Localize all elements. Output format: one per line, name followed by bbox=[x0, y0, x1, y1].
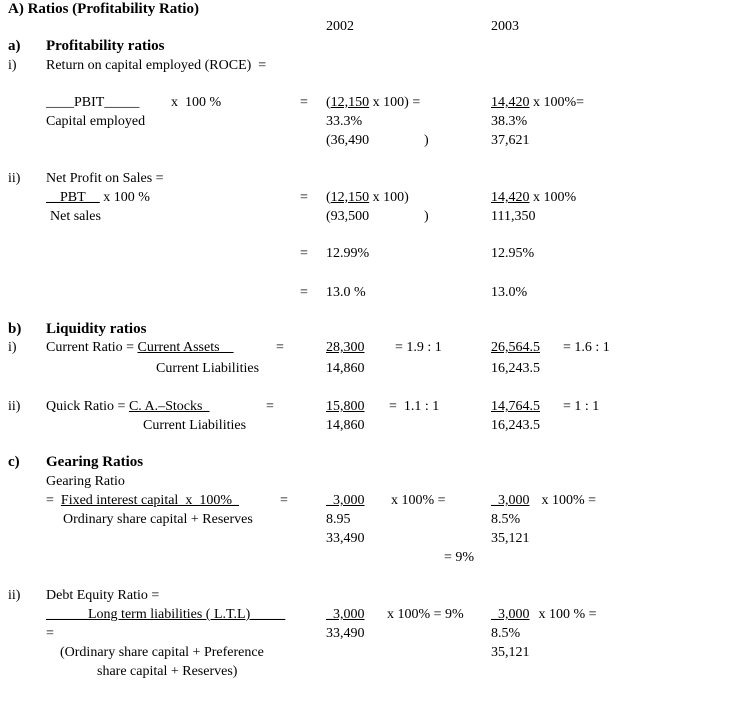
calc-2002-line2: 8.95 bbox=[326, 512, 351, 527]
section-heading: Liquidity ratios bbox=[46, 321, 147, 337]
numerator-text: __PBT__ bbox=[46, 190, 100, 205]
calc-2003-denominator: 16,243.5 bbox=[491, 418, 540, 433]
year-header-2003: 2003 bbox=[491, 19, 519, 34]
calc-2003-line2: 8.5% bbox=[491, 512, 521, 527]
equals-sign: = bbox=[266, 399, 274, 414]
calc-2003-denominator: 37,621 bbox=[491, 133, 530, 148]
result-2002: 12.99% bbox=[326, 246, 370, 261]
multiplier-2002: x 100% = bbox=[391, 493, 446, 508]
numerator-value: 14,420 bbox=[491, 190, 530, 205]
paren-close: ) bbox=[424, 133, 429, 148]
section-heading: Gearing Ratios bbox=[46, 454, 144, 470]
calc-2002-denominator: (36,490 bbox=[326, 133, 370, 148]
calc-2002-numerator: _3,000 bbox=[326, 493, 365, 508]
numerator-value: 12,150 bbox=[330, 190, 370, 205]
item-marker: i) bbox=[8, 340, 17, 355]
multiplier: x 100 % bbox=[99, 190, 150, 205]
calc-2002-line3: 33,490 bbox=[326, 531, 365, 546]
calc-2003-numerator: 26,564.5 bbox=[491, 340, 540, 355]
formula-denominator-line2: share capital + Reserves) bbox=[97, 664, 238, 679]
calc-2002-result: 33.3% bbox=[326, 114, 363, 129]
equals-prefix: = bbox=[46, 493, 61, 508]
item-marker: i) bbox=[8, 58, 17, 73]
equals-sign: = bbox=[46, 626, 54, 641]
item-marker: ii) bbox=[8, 588, 21, 603]
formula-numerator: Current Assets bbox=[137, 340, 234, 355]
equals-sign: = bbox=[300, 285, 308, 300]
ratio-label: Current Ratio = bbox=[46, 340, 138, 355]
formula-denominator: Current Liabilities bbox=[143, 418, 247, 433]
result-2003: = 1 : 1 bbox=[563, 399, 600, 414]
result-2003: = 1.6 : 1 bbox=[563, 340, 610, 355]
item-marker: ii) bbox=[8, 171, 21, 186]
section-heading: Profitability ratios bbox=[46, 38, 165, 54]
paren: ( bbox=[326, 95, 331, 110]
calc-2002-numerator: _3,000 bbox=[326, 607, 365, 622]
formula-numerator: C. A.–Stocks_ bbox=[128, 399, 210, 414]
equals-sign: = bbox=[300, 190, 308, 205]
formula-numerator: ____PBIT_____ bbox=[46, 95, 140, 110]
formula-numerator: ______Long term liabilities ( L.T.L)_____ bbox=[46, 607, 286, 622]
result-2003: 12.95% bbox=[491, 246, 535, 261]
ratio-label: Return on capital employed (ROCE) = bbox=[46, 58, 267, 73]
calc-2002-numerator: 15,800 bbox=[326, 399, 365, 414]
calc-2003-line3: 35,121 bbox=[491, 531, 530, 546]
calc-2003-result: 38.3% bbox=[491, 114, 528, 129]
multiplier-2003: x 100 % = bbox=[535, 607, 597, 622]
multiplier-2002: x 100% = 9% bbox=[387, 607, 464, 622]
calc-2002-numerator bbox=[326, 94, 420, 111]
formula-denominator-line1: (Ordinary share capital + Preference bbox=[60, 645, 264, 660]
calc-2002-numerator: 28,300 bbox=[326, 340, 365, 355]
formula-denominator: Ordinary share capital + Reserves bbox=[63, 512, 253, 527]
year-header-2002: 2002 bbox=[326, 19, 354, 34]
multiplier-2003: x 100% = bbox=[538, 493, 597, 508]
result-2002: = 1.1 : 1 bbox=[389, 399, 440, 414]
multiplier: x 100) bbox=[369, 190, 409, 205]
multiplier: x 100% bbox=[529, 190, 577, 205]
formula-denominator: Net sales bbox=[50, 209, 101, 224]
calc-2003-numerator bbox=[491, 189, 576, 206]
formula-numerator: Fixed interest capital x 100%_ bbox=[60, 493, 239, 508]
ratio-label: Net Profit on Sales = bbox=[46, 171, 164, 186]
section-marker: c) bbox=[8, 454, 20, 470]
ratio-label: Gearing Ratio bbox=[46, 474, 125, 489]
calc-2002-denominator: (93,500 bbox=[326, 209, 370, 224]
page-title: A) Ratios (Profitability Ratio) bbox=[8, 1, 199, 17]
formula-multiplier: x 100 % bbox=[171, 95, 222, 110]
rounded-result-2003: 13.0% bbox=[491, 285, 528, 300]
calc-2003-line2: 8.5% bbox=[491, 626, 521, 641]
numerator-value: 14,420 bbox=[491, 95, 530, 110]
equals-sign: = bbox=[300, 95, 308, 110]
calc-2003-numerator: 14,764.5 bbox=[491, 399, 540, 414]
paren: ( bbox=[326, 190, 331, 205]
formula-numerator bbox=[46, 189, 150, 206]
multiplier: x 100%= bbox=[529, 95, 585, 110]
result-2002: = 9% bbox=[444, 550, 475, 565]
equals-sign: = bbox=[276, 340, 284, 355]
equals-sign: = bbox=[300, 246, 308, 261]
result-2002: = 1.9 : 1 bbox=[395, 340, 442, 355]
ratio-formula bbox=[46, 492, 239, 509]
calc-2003-denominator: 16,243.5 bbox=[491, 361, 540, 376]
formula-denominator: Current Liabilities bbox=[156, 361, 260, 376]
calc-2002-denominator: 14,860 bbox=[326, 418, 365, 433]
multiplier: x 100) = bbox=[369, 95, 421, 110]
ratio-label: Quick Ratio = bbox=[46, 399, 129, 414]
paren-close: ) bbox=[424, 209, 429, 224]
calc-2002-denominator: 33,490 bbox=[326, 626, 365, 641]
rounded-result-2002: 13.0 % bbox=[326, 285, 366, 300]
ratio-label: Debt Equity Ratio = bbox=[46, 588, 160, 603]
formula-denominator: Capital employed bbox=[46, 114, 146, 129]
calc-2003-line3: 35,121 bbox=[491, 645, 530, 660]
numerator-value: 12,150 bbox=[330, 95, 370, 110]
calc-2002-numerator bbox=[326, 189, 409, 206]
calc-2003-denominator: 111,350 bbox=[491, 209, 536, 224]
ratio-formula bbox=[46, 339, 234, 356]
calc-2003-numerator bbox=[491, 94, 584, 111]
section-marker: b) bbox=[8, 321, 22, 337]
calc-2003-numerator: _3,000 bbox=[491, 493, 530, 508]
item-marker: ii) bbox=[8, 399, 21, 414]
ratio-formula bbox=[46, 398, 209, 415]
calc-2003-numerator: _3,000 bbox=[491, 607, 530, 622]
equals-sign: = bbox=[280, 493, 288, 508]
calc-2002-denominator: 14,860 bbox=[326, 361, 365, 376]
section-marker: a) bbox=[8, 38, 21, 54]
